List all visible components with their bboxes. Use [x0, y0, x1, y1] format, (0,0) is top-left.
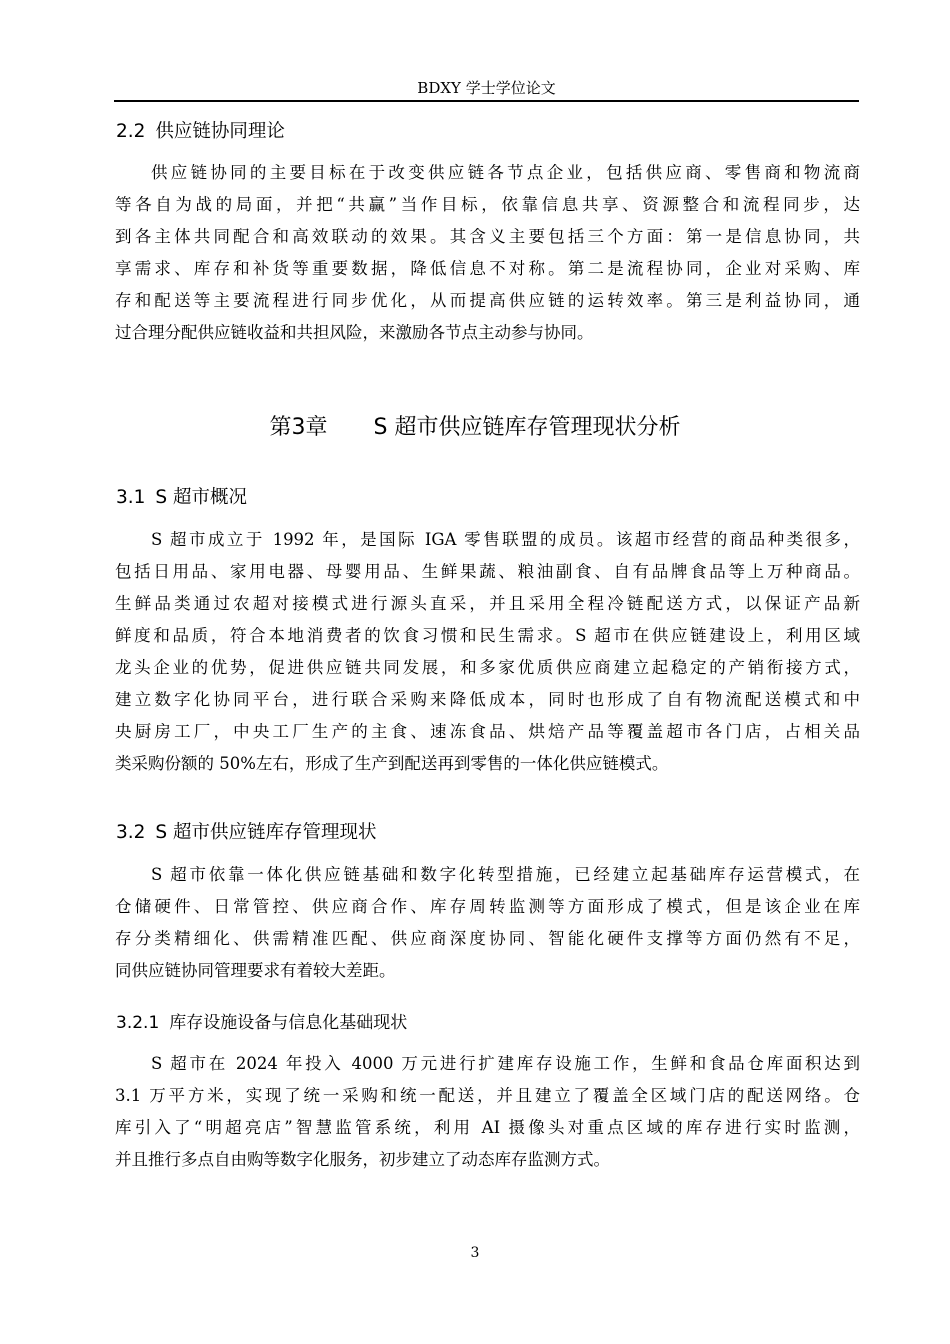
paragraph-line: 同供应链协同管理要求有着较大差距。	[115, 961, 396, 980]
paragraph-line: 库引入了“明超亮店”智慧监管系统，利用 AI 摄像头对重点区域的库存进行实时监测，	[115, 1118, 860, 1137]
paragraph-line: 生鲜品类通过农超对接模式进行源头直采，并且采用全程冷链配送方式，以保证产品新	[115, 594, 860, 613]
paragraph-line: 存和配送等主要流程进行同步优化，从而提高供应链的运转效率。第三是利益协同，通	[115, 291, 860, 310]
section-title: S 超市供应链库存管理现状	[155, 822, 377, 843]
paragraph-line: 过合理分配供应链收益和共担风险，来激励各节点主动参与协同。	[115, 323, 594, 342]
paragraph-line: 并且推行多点自由购等数字化服务，初步建立了动态库存监测方式。	[115, 1150, 610, 1169]
paragraph-3-2	[115, 859, 860, 987]
chapter-number: 第3章	[269, 415, 328, 440]
section-number: 3.2.1	[116, 1013, 160, 1033]
paragraph-line: S 超市成立于 1992 年，是国际 IGA 零售联盟的成员。该超市经营的商品种类很多，	[151, 530, 860, 549]
section-title: S 超市概况	[155, 487, 248, 508]
section-heading-2-2	[116, 120, 285, 144]
section-number: 3.1	[116, 487, 146, 508]
paragraph-3-2-1	[115, 1048, 860, 1176]
paragraph-line: 央厨房工厂，中央工厂生产的主食、速冻食品、烘焙产品等覆盖超市各门店，占相关品	[115, 722, 860, 741]
chapter-title: S 超市供应链库存管理现状分析	[373, 415, 681, 440]
paragraph-line: 龙头企业的优势，促进供应链共同发展，和多家优质供应商建立起稳定的产销衔接方式，	[115, 658, 860, 677]
paragraph-line: 享需求、库存和补货等重要数据，降低信息不对称。第二是流程协同，企业对采购、库	[115, 259, 860, 278]
paragraph-line: 类采购份额的 50%左右，形成了生产到配送再到零售的一体化供应链模式。	[115, 754, 669, 773]
paragraph-line: 存分类精细化、供需精准匹配、供应商深度协同、智能化硬件支撑等方面仍然有不足，	[115, 929, 860, 948]
running-header: BDXY 学士学位论文	[417, 79, 556, 97]
section-number: 2.2	[116, 121, 146, 142]
paragraph-line: 建立数字化协同平台，进行联合采购来降低成本，同时也形成了自有物流配送模式和中	[115, 690, 860, 709]
paragraph-line: 包括日用品、家用电器、母婴用品、生鲜果蔬、粮油副食、自有品牌食品等上万种商品。	[115, 562, 860, 581]
paragraph-2-2	[115, 157, 860, 349]
paragraph-line: 到各主体共同配合和高效联动的效果。其含义主要包括三个方面：第一是信息协同，共	[115, 227, 860, 246]
section-heading-3-1	[116, 486, 247, 510]
paragraph-line: 等各自为战的局面，并把“共赢”当作目标，依靠信息共享、资源整合和流程同步，达	[115, 195, 860, 214]
section-title: 库存设施设备与信息化基础现状	[169, 1013, 408, 1033]
paragraph-line: 3.1 万平方米，实现了统一采购和统一配送，并且建立了覆盖全区域门店的配送网络。仓	[115, 1086, 860, 1105]
section-heading-3-2-1	[116, 1011, 407, 1035]
paragraph-line: 供应链协同的主要目标在于改变供应链各节点企业，包括供应商、零售商和物流商	[151, 163, 860, 182]
paragraph-line: 仓储硬件、日常管控、供应商合作、库存周转监测等方面形成了模式，但是该企业在库	[115, 897, 860, 916]
section-number: 3.2	[116, 822, 146, 843]
paragraph-3-1	[115, 524, 860, 780]
paragraph-line: 鲜度和品质，符合本地消费者的饮食习惯和民生需求。S 超市在供应链建设上，利用区域	[115, 626, 860, 645]
section-heading-3-2	[116, 821, 377, 845]
chapter-heading	[0, 413, 950, 443]
section-title: 供应链协同理论	[155, 121, 285, 142]
paragraph-line: S 超市依靠一体化供应链基础和数字化转型措施，已经建立起基础库存运营模式，在	[151, 865, 860, 884]
paragraph-line: S 超市在 2024 年投入 4000 万元进行扩建库存设施工作，生鲜和食品仓库面积达到	[151, 1054, 860, 1073]
page-number: 3	[470, 1245, 480, 1261]
header-rule	[114, 100, 859, 102]
